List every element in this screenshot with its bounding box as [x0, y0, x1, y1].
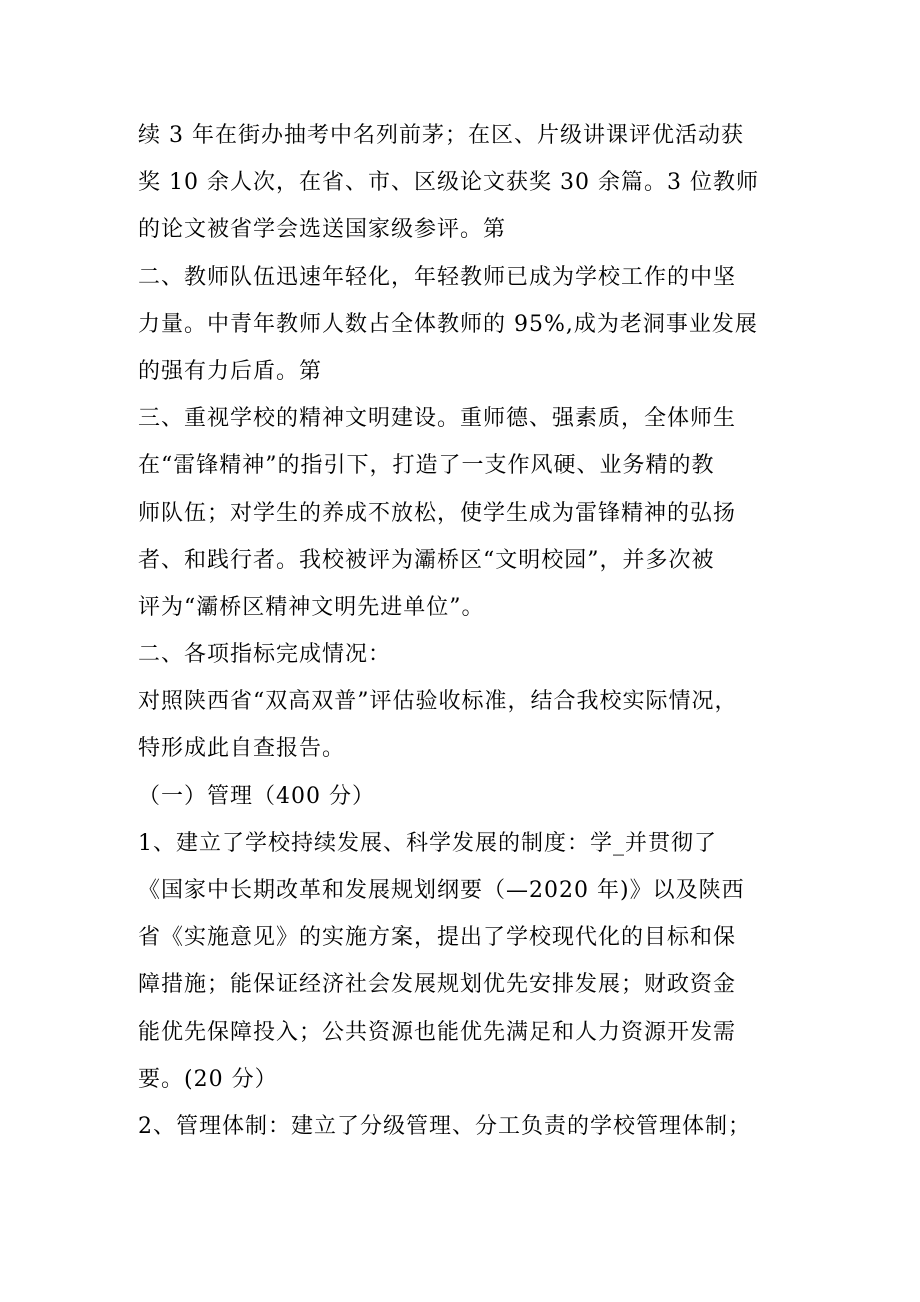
- text-line: 三、重视学校的精神文明建设。重师德、强素质，全体师生: [138, 406, 737, 432]
- text-line: 者、和践行者。我校被评为灞桥区“文明校园”，并多次被: [138, 547, 715, 573]
- text-line: 力量。中青年教师人数占全体教师的 95%,成为老洞事业发展: [138, 311, 758, 337]
- text-line: 特形成此自查报告。: [138, 736, 346, 762]
- document-body: [138, 112, 798, 1150]
- text-line: 对照陕西省“双高双普”评估验收标准，结合我校实际情况，: [138, 689, 738, 715]
- subsection-heading: （一）管理（400 分）: [138, 783, 375, 809]
- section-heading: 二、各项指标完成情况：: [138, 642, 392, 668]
- text-line: 障措施；能保证经济社会发展规划优先安排发展；财政资金: [138, 972, 737, 998]
- text-line: 要。(20 分）: [138, 1066, 278, 1092]
- text-line: 的论文被省学会选送国家级参评。第: [138, 217, 507, 243]
- text-line: 二、教师队伍迅速年轻化，年轻教师已成为学校工作的中坚: [138, 264, 737, 290]
- text-line: 1、建立了学校持续发展、科学发展的制度：学_并贯彻了: [138, 830, 717, 856]
- text-line: 《国家中长期改革和发展规划纲要（—2020 年)》以及陕西: [138, 878, 745, 903]
- text-line: 评为“灞桥区精神文明先进单位”。: [138, 594, 485, 620]
- text-line: 在“雷锋精神”的指引下，打造了一支作风硬、业务精的教: [138, 453, 715, 479]
- text-line: 能优先保障投入；公共资源也能优先满足和人力资源开发需: [138, 1019, 737, 1045]
- text-line: 省《实施意见》的实施方案，提出了学校现代化的目标和保: [138, 925, 737, 951]
- text-line: 奖 10 余人次，在省、市、区级论文获奖 30 余篇。3 位教师: [138, 170, 759, 196]
- text-line: 2、管理体制：建立了分级管理、分工负责的学校管理体制；: [138, 1113, 751, 1139]
- text-line: 的强有力后盾。第: [138, 358, 323, 384]
- text-line: 师队伍；对学生的养成不放松，使学生成为雷锋精神的弘扬: [138, 500, 737, 526]
- text-line: 续 3 年在街办抽考中名列前茅；在区、片级讲课评优活动获: [138, 123, 744, 148]
